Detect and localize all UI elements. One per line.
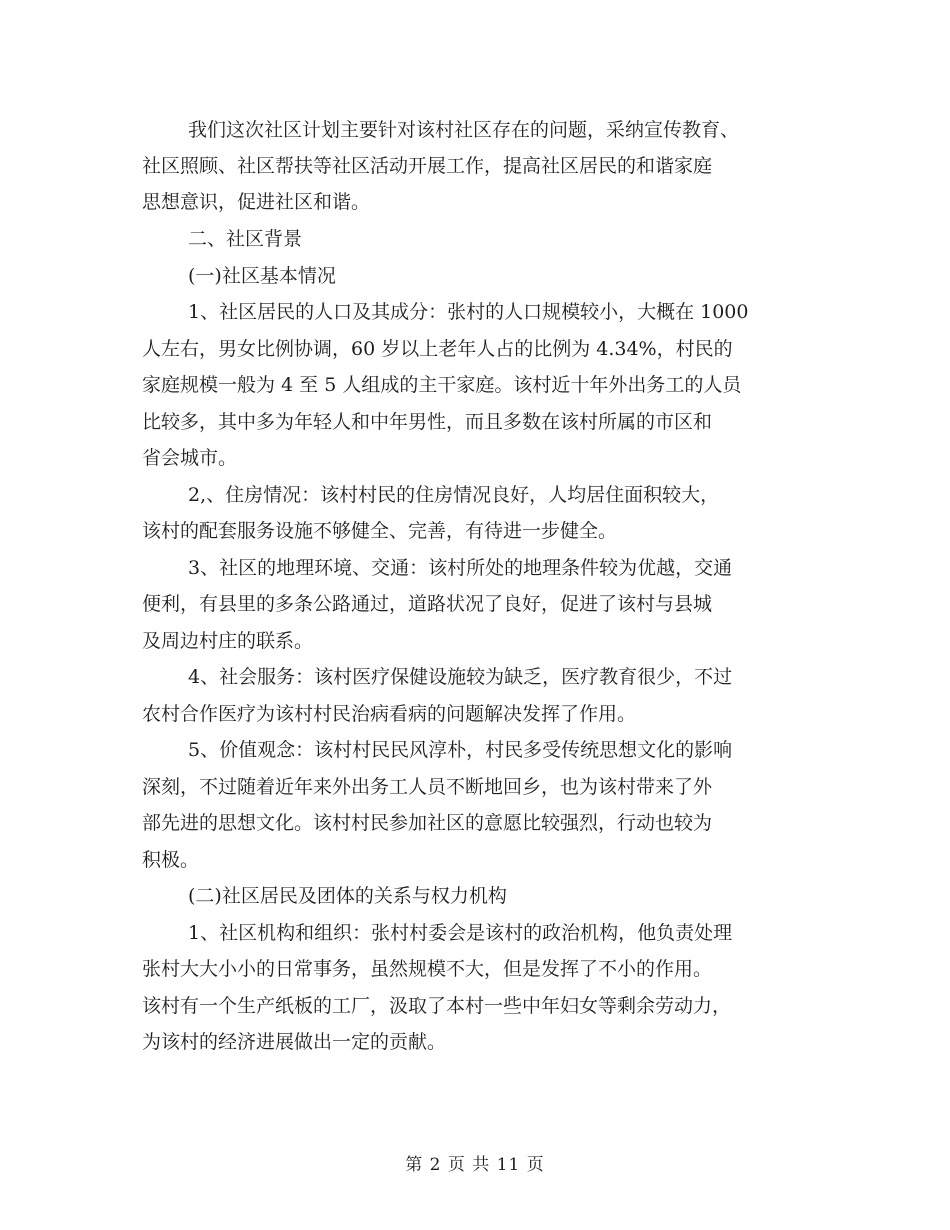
text-line: 社区照顾、社区帮扶等社区活动开展工作，提高社区居民的和谐家庭 [142, 155, 713, 177]
text-line: 3、社区的地理环境、交通：该村所处的地理条件较为优越，交通 [188, 557, 733, 579]
subsection-heading: (二)社区居民及团体的关系与权力机构 [188, 885, 507, 907]
text-line: 人左右，男女比例协调，60 岁以上老年人占的比例为 4.34%，村民的 [142, 338, 733, 360]
text-line: 家庭规模一般为 4 至 5 人组成的主干家庭。该村近十年外出务工的人员 [142, 374, 742, 396]
text-line: 省会城市。 [142, 447, 238, 469]
text-line: 1、社区机构和组织：张村村委会是该村的政治机构，他负责处理 [188, 922, 733, 944]
text-line: 思想意识，促进社区和谐。 [142, 191, 371, 213]
section-heading: 二、社区背景 [188, 228, 303, 250]
text-line: 深刻，不过随着近年来外出务工人员不断地回乡，也为该村带来了外 [142, 776, 713, 798]
text-line: 1、社区居民的人口及其成分：张村的人口规模较小，大概在 1000 [188, 301, 749, 323]
text-line: 该村有一个生产纸板的工厂，汲取了本村一些中年妇女等剩余劳动力， [142, 995, 732, 1017]
text-line: 我们这次社区计划主要针对该村社区存在的问题，采纳宣传教育、 [188, 119, 740, 141]
text-line: 农村合作医疗为该村村民治病看病的问题解决发挥了作用。 [142, 703, 637, 725]
text-line: 为该村的经济进展做出一定的贡献。 [142, 1031, 447, 1053]
text-line: 2,、住房情况：该村村民的住房情况良好，人均居住面积较大， [188, 484, 720, 506]
text-line: 4、社会服务：该村医疗保健设施较为缺乏，医疗教育很少，不过 [188, 666, 733, 688]
text-line: 及周边村庄的联系。 [142, 630, 314, 652]
subsection-heading: (一)社区基本情况 [188, 265, 336, 287]
text-line: 张村大大小小的日常事务，虽然规模不大，但是发挥了不小的作用。 [142, 958, 713, 980]
text-line: 5、价值观念：该村村民民风淳朴，村民多受传统思想文化的影响 [188, 739, 733, 761]
text-line: 积极。 [142, 849, 200, 871]
text-line: 便利，有县里的多条公路通过，道路状况了良好，促进了该村与县城 [142, 593, 713, 615]
text-line: 比较多，其中多为年轻人和中年男性，而且多数在该村所属的市区和 [142, 411, 713, 433]
text-line: 部先进的思想文化。该村村民参加社区的意愿比较强烈，行动也较为 [142, 812, 713, 834]
page-number: 第 2 页 共 11 页 [405, 1155, 545, 1175]
text-line: 该村的配套服务设施不够健全、完善，有待进一步健全。 [142, 520, 618, 542]
